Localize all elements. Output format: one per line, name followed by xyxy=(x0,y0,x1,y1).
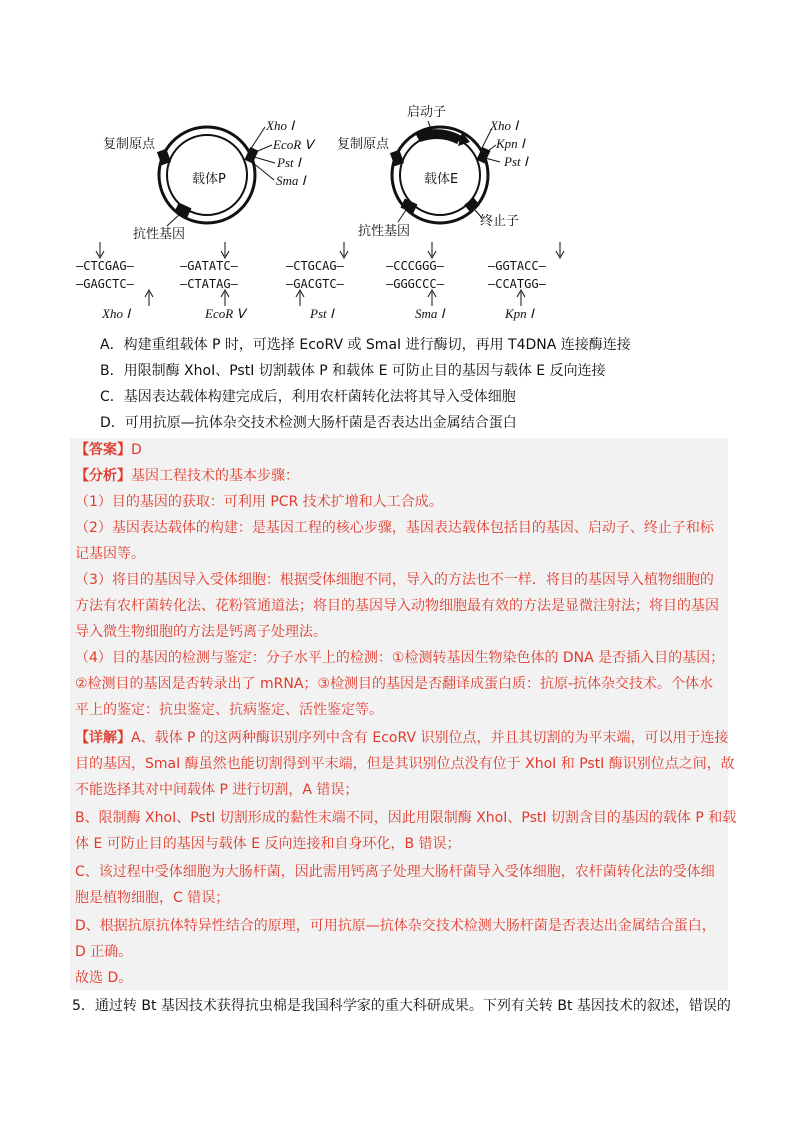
enzyme-sma xyxy=(386,242,446,321)
enzyme-sequences xyxy=(76,242,564,321)
vector-p-resistance-label: 抗性基因 xyxy=(133,227,186,242)
enzyme-bottom-strand: —GACGTC— xyxy=(286,277,344,291)
detail-line xyxy=(75,728,728,748)
detail-line: 体 E 可防止目的基因与载体 E 反向连接和自身环化，B 错误； xyxy=(75,836,461,852)
detail-line: B、限制酶 XhoI、PstI 切割形成的黏性末端不同，因此用限制酶 XhoI、PstI 切割含目的基因的载体 P 和载 xyxy=(75,810,737,826)
detail-line: 不能选择其对中间载体 P 进行切割，A 错误； xyxy=(75,782,359,798)
enzyme-bottom-strand: —CCATGG— xyxy=(488,277,546,291)
detail-line: D、根据抗原抗体特异性结合的原理，可用抗原—抗体杂交技术检测大肠杆菌是否表达出金属结合蛋白， xyxy=(75,918,716,934)
option-b: B．用限制酶 XhoI、PstI 切割载体 P 和载体 E 可防止目的基因与载体 E 反向连接 xyxy=(100,363,606,379)
analysis-line: （2）基因表达载体的构建：是基因工程的核心步骤，基因表达载体包括目的基因、启动子、终止子和标 xyxy=(75,520,714,536)
answer-line xyxy=(75,440,142,460)
vector-p-site: EcoR Ⅴ xyxy=(273,137,314,152)
analysis-line: 记基因等。 xyxy=(75,546,145,562)
analysis-line: 导入微生物细胞的方法是钙离子处理法。 xyxy=(75,624,327,640)
option-d: D．可用抗原—抗体杂交技术检测大肠杆菌是否表达出金属结合蛋白 xyxy=(100,415,517,431)
enzyme-name: Xho Ⅰ xyxy=(102,306,131,321)
vector-p-origin-label: 复制原点 xyxy=(103,137,156,152)
analysis-line: ②检测目的基因是否转录出了 mRNA；③检测目的基因是否翻译成蛋白质：抗原-抗体杂交技术。个体水 xyxy=(75,676,714,692)
vector-p xyxy=(103,118,316,242)
vector-p-site: Pst Ⅰ xyxy=(277,155,301,170)
vector-e-terminator-label: 终止子 xyxy=(480,214,520,229)
analysis-line xyxy=(75,466,299,486)
detail-text: A、载体 P 的这两种酶识别序列中含有 EcoRV 识别位点，并且其切割的为平末端，可以用于连接 xyxy=(131,730,729,746)
enzyme-name: Pst Ⅰ xyxy=(310,306,334,321)
vector-e-site: Xho Ⅰ xyxy=(490,118,519,133)
enzyme-bottom-strand: —GAGCTC— xyxy=(76,277,134,291)
detail-line: C、该过程中受体细胞为大肠杆菌，因此需用钙离子处理大肠杆菌导入受体细胞，农杆菌转化法的受体细 xyxy=(75,864,715,880)
analysis-line: （3）将目的基因导入受体细胞：根据受体细胞不同，导入的方法也不一样．将目的基因导入植物细胞的 xyxy=(75,572,714,588)
enzyme-name: Sma Ⅰ xyxy=(415,306,445,321)
analysis-line: 平上的鉴定：抗虫鉴定、抗病鉴定、活性鉴定等。 xyxy=(75,702,383,718)
enzyme-top-strand: —CTGCAG— xyxy=(286,259,344,273)
question-5-stem: 5．通过转 Bt 基因技术获得抗虫棉是我国科学家的重大科研成果。下列有关转 Bt 基因技术的叙述，错误的 xyxy=(72,998,731,1014)
enzyme-ecorv xyxy=(180,242,248,321)
vector-p-label: 载体P xyxy=(192,172,226,187)
vector-p-site: Sma Ⅰ xyxy=(276,173,306,188)
enzyme-top-strand: —GGTACC— xyxy=(488,259,546,273)
vector-e-site: Pst Ⅰ xyxy=(504,154,528,169)
analysis-line: （1）目的基因的获取：可利用 PCR 技术扩增和人工合成。 xyxy=(75,494,443,510)
enzyme-top-strand: —CTCGAG— xyxy=(76,259,134,273)
analysis-line: （4）目的基因的检测与鉴定：分子水平上的检测：①检测转基因生物染色体的 DNA 是否插入目的基因； xyxy=(75,650,725,666)
promoter-marker xyxy=(415,129,462,144)
enzyme-pst xyxy=(286,242,348,321)
analysis-text: 基因工程技术的基本步骤： xyxy=(131,468,299,484)
answer-tag: 【答案】 xyxy=(75,442,131,458)
resistance-marker xyxy=(175,203,192,218)
vector-e-site: Kpn Ⅰ xyxy=(496,136,525,151)
enzyme-top-strand: —CCCGGG— xyxy=(386,259,444,273)
detail-tag: 【详解】 xyxy=(75,730,131,746)
enzyme-name: Kpn Ⅰ xyxy=(505,306,534,321)
enzyme-kpn xyxy=(488,242,564,321)
detail-line: 目的基因，SmaI 酶虽然也能切割得到平末端，但是其识别位点没有位于 XhoI 和 PstI 酶识别位点之间，故 xyxy=(75,756,735,772)
option-a: A．构建重组载体 P 时，可选择 EcoRV 或 SmaI 进行酶切，再用 T4DNA 连接酶连接 xyxy=(100,337,631,353)
analysis-tag: 【分析】 xyxy=(75,468,131,484)
terminator-marker xyxy=(464,197,480,212)
vector-e-resistance-label: 抗性基因 xyxy=(358,224,411,239)
detail-line: 故选 D。 xyxy=(75,970,133,986)
enzyme-name: EcoR Ⅴ xyxy=(205,306,246,321)
vector-e-origin-label: 复制原点 xyxy=(337,137,390,152)
enzyme-bottom-strand: —GGGCCC— xyxy=(386,277,444,291)
detail-line: D 正确。 xyxy=(75,944,133,960)
vector-e-promoter-label: 启动子 xyxy=(407,105,447,120)
vector-e-label: 载体E xyxy=(424,172,459,187)
option-c: C．基因表达载体构建完成后，利用农杆菌转化法将其导入受体细胞 xyxy=(100,389,516,405)
vector-e xyxy=(337,104,529,239)
analysis-line: 方法有农杆菌转化法、花粉管通道法；将目的基因导入动物细胞最有效的方法是显微注射法；将目的基因 xyxy=(75,598,719,614)
vector-p-site: Xho Ⅰ xyxy=(266,118,295,133)
vector-diagram xyxy=(0,0,800,330)
answer-value: D xyxy=(131,442,142,458)
enzyme-top-strand: —GATATC— xyxy=(180,259,238,273)
detail-line: 胞是植物细胞，C 错误； xyxy=(75,890,230,906)
enzyme-bottom-strand: —CTATAG— xyxy=(180,277,238,291)
resistance-marker xyxy=(401,199,418,214)
enzyme-xho xyxy=(76,242,153,321)
